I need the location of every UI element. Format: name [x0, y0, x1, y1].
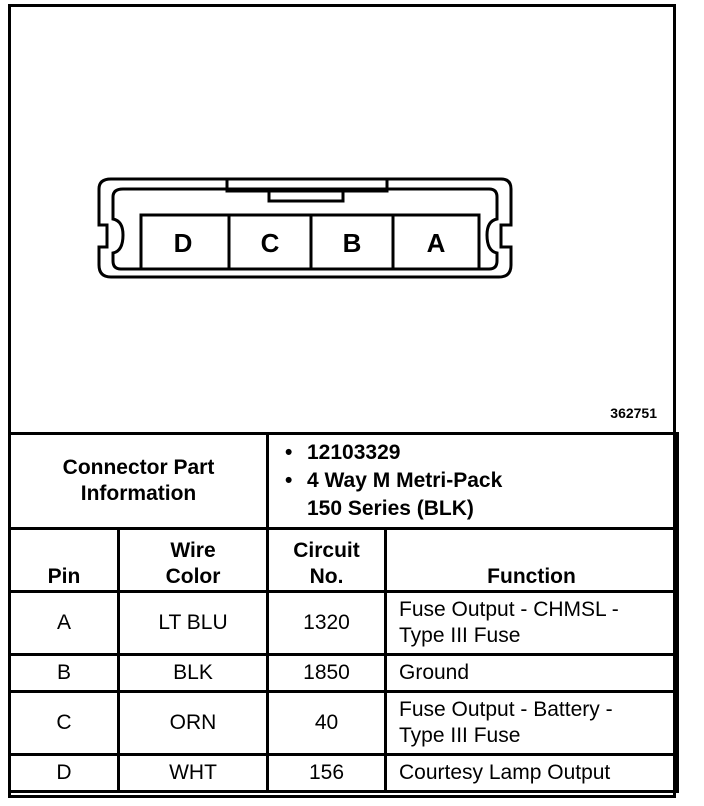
header-wire-color: [119, 529, 268, 592]
connector-face-diagram: [11, 7, 673, 432]
header-wire-color-line1: Wire: [170, 539, 216, 562]
pin-label-d: D: [173, 228, 193, 258]
row-a-pin: A: [10, 592, 119, 655]
row-c-circuit: 40: [268, 692, 386, 755]
connector-outer-housing: [99, 179, 511, 277]
row-b-color: BLK: [119, 655, 268, 692]
pin-label-a: A: [426, 228, 446, 258]
connector-sheet: [8, 4, 676, 798]
connector-info-label-line2: Information: [80, 482, 197, 505]
connector-info-label: [10, 434, 268, 529]
connector-description-line2: 150 Series (BLK): [307, 497, 474, 520]
header-pin: [10, 529, 119, 592]
row-d-function: Courtesy Lamp Output: [386, 755, 678, 792]
header-pin-text: Pin: [47, 565, 81, 588]
row-c-function-line2: Type III Fuse: [399, 724, 521, 747]
part-number: • 12103329: [307, 439, 666, 467]
row-c-color: ORN: [119, 692, 268, 755]
row-a-function: [386, 592, 678, 655]
row-d-pin: D: [10, 755, 119, 792]
table-row: [10, 692, 678, 755]
header-circuit-line1: Circuit: [293, 539, 360, 562]
connector-info-values: [268, 434, 678, 529]
table-row: [10, 655, 678, 692]
row-a-color: LT BLU: [119, 592, 268, 655]
figure-number: 362751: [610, 405, 657, 421]
row-a-circuit: 1320: [268, 592, 386, 655]
row-a-function-line1: Fuse Output - CHMSL -: [399, 598, 619, 621]
header-circuit-line2: No.: [309, 565, 344, 588]
row-c-function: [386, 692, 678, 755]
row-c-pin: C: [10, 692, 119, 755]
connector-pin-table: [8, 432, 679, 793]
table-row: [10, 592, 678, 655]
row-b-pin: B: [10, 655, 119, 692]
connector-description: [307, 467, 666, 523]
connector-latch-tab: [269, 191, 343, 201]
row-c-function-line1: Fuse Output - Battery -: [399, 698, 613, 721]
connector-description-line1: 4 Way M Metri-Pack: [307, 469, 503, 492]
table-row: [10, 755, 678, 792]
header-function: [386, 529, 678, 592]
header-circuit: [268, 529, 386, 592]
header-wire-color-line2: Color: [165, 565, 221, 588]
row-b-function: Ground: [386, 655, 678, 692]
pin-label-c: C: [260, 228, 280, 258]
connector-info-label-line1: Connector Part: [62, 456, 215, 479]
row-a-function-line2: Type III Fuse: [399, 624, 521, 647]
row-d-circuit: 156: [268, 755, 386, 792]
header-function-text: Function: [487, 565, 576, 588]
row-b-circuit: 1850: [268, 655, 386, 692]
row-d-color: WHT: [119, 755, 268, 792]
pin-label-b: B: [342, 228, 362, 258]
